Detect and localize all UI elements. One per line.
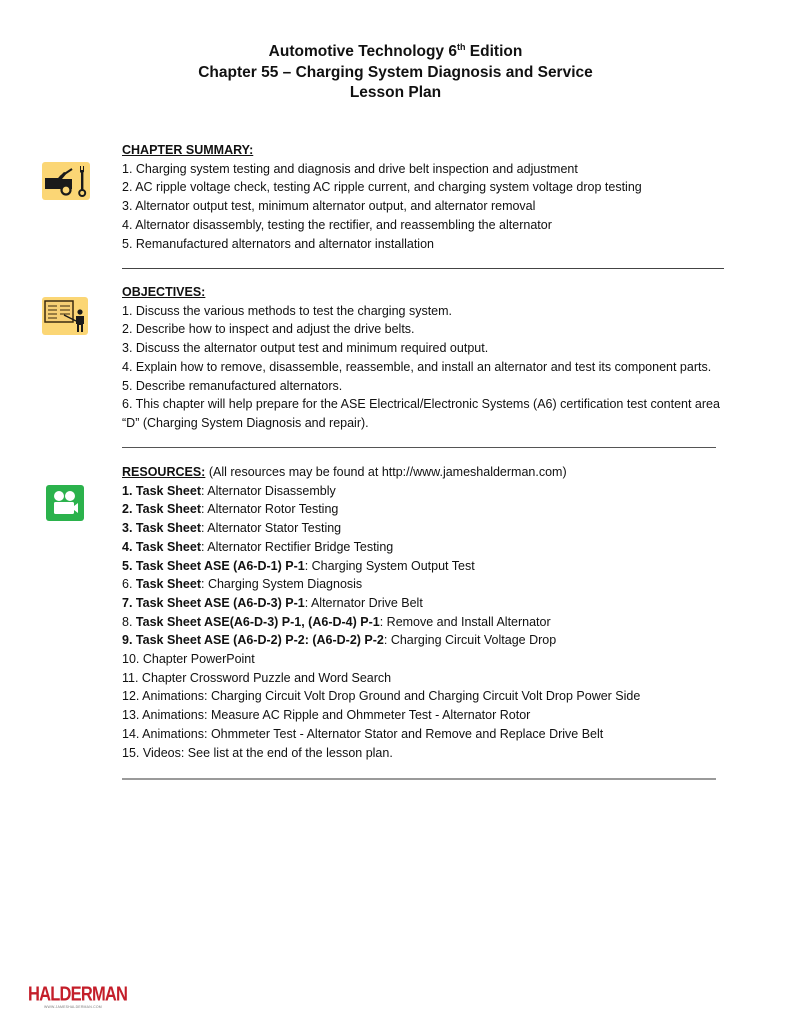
resource-item: 3. Task Sheet: Alternator Stator Testing [122,521,342,536]
section-divider [122,447,716,448]
resources-heading-line [122,463,640,482]
chapter-summary-section [122,141,642,253]
section-divider [122,268,724,269]
resource-item: 8. Task Sheet ASE(A6-D-3) P-1, (A6-D-4) P-1: Remove and Install Alternator [122,614,551,629]
summary-item: 5. Remanufactured alternators and alternator installation [122,236,434,251]
resources-heading: RESOURCES: [122,465,206,479]
resource-item: 15. Videos: See list at the end of the lesson plan. [122,745,393,760]
summary-item: 4. Alternator disassembly, testing the rectifier, and reassembling the alternator [122,217,552,232]
resource-item: 10. Chapter PowerPoint [122,652,255,667]
resource-item: 14. Animations: Ohmmeter Test - Alternator Stator and Remove and Replace Drive Belt [122,726,604,741]
resource-item: 13. Animations: Measure AC Ripple and Ohmmeter Test - Alternator Rotor [122,708,531,723]
objective-item: 2. Describe how to inspect and adjust the drive belts. [122,322,415,337]
logo-url: WWW.JAMESHALDERMAN.COM [44,1005,102,1009]
title-line-book: Automotive Technology 6th Edition [268,42,523,60]
objective-item: 3. Discuss the alternator output test and minimum required output. [122,341,489,356]
resource-item: 6. Task Sheet: Charging System Diagnosis [122,577,363,592]
summary-item: 1. Charging system testing and diagnosis and drive belt inspection and adjustment [122,161,578,176]
objective-item: 1. Discuss the various methods to test the charging system. [122,303,453,318]
objective-item: 6. This chapter will help prepare for the ASE Electrical/Electronic Systems (A6) certification test content area [122,397,720,412]
presentation-board-icon [42,297,88,335]
title-line-chapter: Chapter 55 – Charging System Diagnosis and Service [198,63,593,81]
objectives-section [122,283,720,433]
resources-note: (All resources may be found at http://www.jameshalderman.com) [205,465,567,479]
resource-item: 1. Task Sheet: Alternator Disassembly [122,483,336,498]
objectives-heading: OBJECTIVES: [122,285,206,299]
resources-section [122,463,640,762]
resource-item: 11. Chapter Crossword Puzzle and Word Search [122,670,392,685]
document-title [0,42,791,104]
title-line-lesson-plan: Lesson Plan [349,84,442,101]
summary-item: 2. AC ripple voltage check, testing AC ripple current, and charging system voltage drop testing [122,180,642,195]
halderman-logo [28,982,128,1009]
video-camera-icon [46,485,84,521]
resource-item: 4. Task Sheet: Alternator Rectifier Bridge Testing [122,539,394,554]
resource-item: 7. Task Sheet ASE (A6-D-3) P-1: Alternator Drive Belt [122,595,423,610]
logo-wordmark: HALDERMAN [28,982,128,1006]
objective-item-continued: “D” (Charging System Diagnosis and repair). [122,415,369,430]
resource-item: 2. Task Sheet: Alternator Rotor Testing [122,502,339,517]
section-divider [122,778,716,780]
summary-item: 3. Alternator output test, minimum alternator output, and alternator removal [122,199,536,214]
resource-item: 12. Animations: Charging Circuit Volt Drop Ground and Charging Circuit Volt Drop Power Side [122,689,641,704]
car-repair-icon [42,162,90,200]
resource-item: 5. Task Sheet ASE (A6-D-1) P-1: Charging System Output Test [122,558,475,573]
chapter-summary-heading: CHAPTER SUMMARY: [122,143,254,157]
objective-item: 5. Describe remanufactured alternators. [122,378,343,393]
objective-item: 4. Explain how to remove, disassemble, reassemble, and install an alternator and test its component parts. [122,359,712,374]
resource-item: 9. Task Sheet ASE (A6-D-2) P-2: (A6-D-2) P-2: Charging Circuit Voltage Drop [122,633,557,648]
